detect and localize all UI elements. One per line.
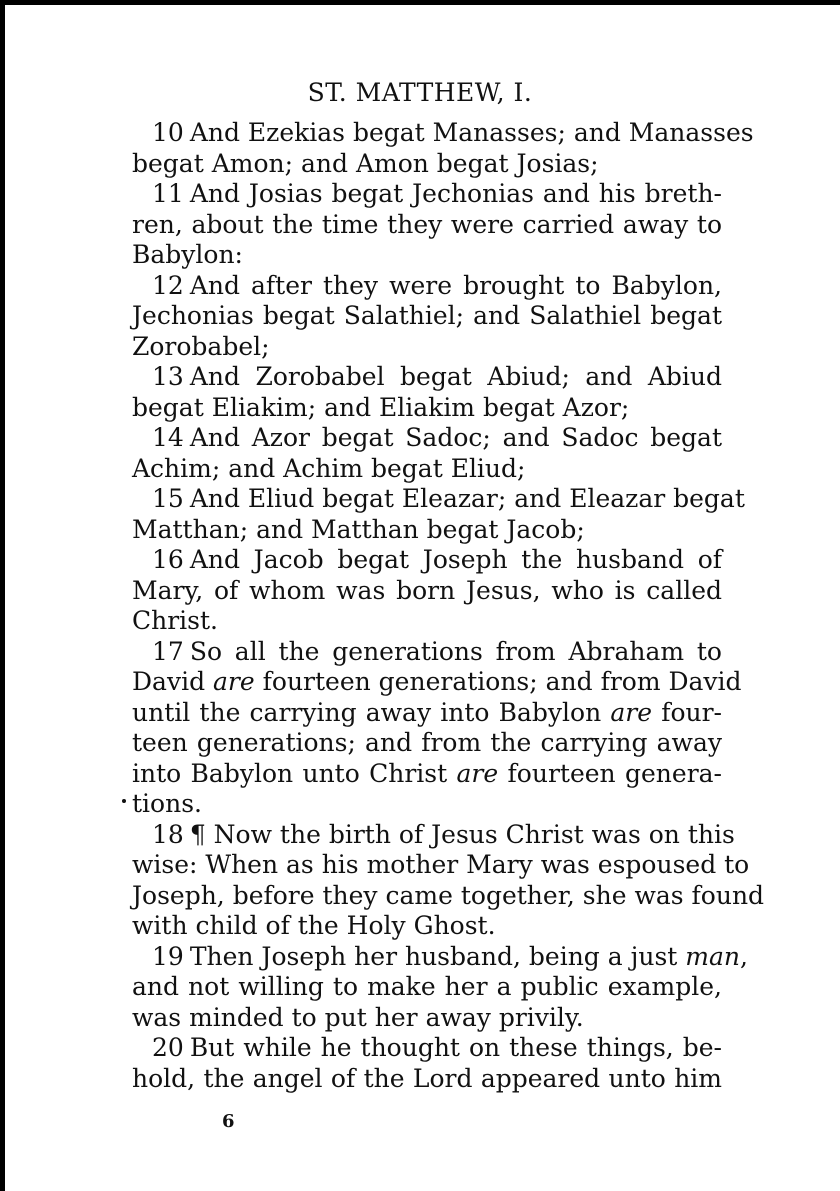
text-line: and not willing to make her a public example,	[132, 972, 722, 1001]
text-line: Jechonias begat Salathiel; and Salathiel begat	[132, 301, 722, 330]
ink-speck	[122, 799, 126, 803]
text-line: Zorobabel;	[132, 331, 270, 361]
verse-number: 12	[152, 270, 184, 300]
verse-number: 16	[152, 545, 184, 574]
text-line: hold, the angel of the Lord appeared unto him	[132, 1063, 722, 1093]
verse-number: 10	[152, 118, 184, 147]
text-line: David are fourteen generations; and from David	[132, 667, 742, 696]
text-line: with child of the Holy Ghost.	[132, 911, 496, 940]
text-line: Christ.	[132, 606, 218, 635]
text-line: 14 And Azor begat Sadoc; and Sadoc begat	[152, 423, 722, 452]
text-line: Mary, of whom was born Jesus, who is called	[132, 575, 722, 605]
text-line: begat Eliakim; and Eliakim begat Azor;	[132, 392, 630, 422]
page-number: 6	[222, 1111, 235, 1132]
verse-number: 13	[152, 362, 184, 391]
text-line: 13 And Zorobabel begat Abiud; and Abiud	[152, 362, 722, 391]
verse-number: 15	[152, 484, 184, 513]
verse-number: 20	[152, 1033, 184, 1062]
text-line: 19 Then Joseph her husband, being a just man,	[152, 941, 748, 971]
text-line: 18 ¶ Now the birth of Jesus Christ was on this	[152, 819, 735, 849]
text-line: 12 And after they were brought to Babylon,	[152, 270, 722, 300]
italic-word: man	[685, 941, 741, 971]
verse-number: 14	[152, 423, 184, 452]
text-line: ren, about the time they were carried away to	[132, 209, 722, 239]
text-line: Achim; and Achim begat Eliud;	[132, 453, 526, 483]
text-line: 10 And Ezekias begat Manasses; and Manasses	[152, 118, 754, 147]
text-line: 11 And Josias begat Jechonias and his breth-	[152, 179, 722, 208]
verse-text	[132, 118, 765, 1094]
text-line: Matthan; and Matthan begat Jacob;	[132, 514, 585, 544]
verse-number: 17	[152, 636, 184, 666]
text-line: wise: When as his mother Mary was espoused to	[132, 850, 750, 879]
page-title: ST. MATTHEW, I.	[307, 78, 533, 107]
page-edge-left	[0, 0, 5, 1191]
text-line: 15 And Eliud begat Eleazar; and Eleazar begat	[152, 484, 745, 513]
text-line: teen generations; and from the carrying away	[132, 728, 722, 757]
verse-number: 19	[152, 941, 184, 971]
italic-word: are	[610, 697, 653, 727]
page-edge-top	[0, 0, 840, 5]
verse-number: 18	[152, 819, 184, 849]
italic-word: are	[213, 667, 255, 696]
text-line: 20 But while he thought on these things, be-	[152, 1033, 722, 1062]
text-line: tions.	[132, 789, 202, 818]
text-line: 17 So all the generations from Abraham to	[152, 636, 722, 666]
text-line: Joseph, before they came together, she was found	[132, 880, 765, 910]
text-line: into Babylon unto Christ are fourteen genera-	[132, 758, 722, 788]
text-line: was minded to put her away privily.	[132, 1002, 584, 1032]
text-line: begat Amon; and Amon begat Josias;	[132, 148, 599, 178]
text-line: Babylon:	[132, 240, 243, 269]
text-line: 16 And Jacob begat Joseph the husband of	[152, 545, 722, 574]
text-line: until the carrying away into Babylon are four-	[132, 697, 722, 727]
verse-number: 11	[152, 179, 184, 208]
italic-word: are	[456, 758, 499, 788]
